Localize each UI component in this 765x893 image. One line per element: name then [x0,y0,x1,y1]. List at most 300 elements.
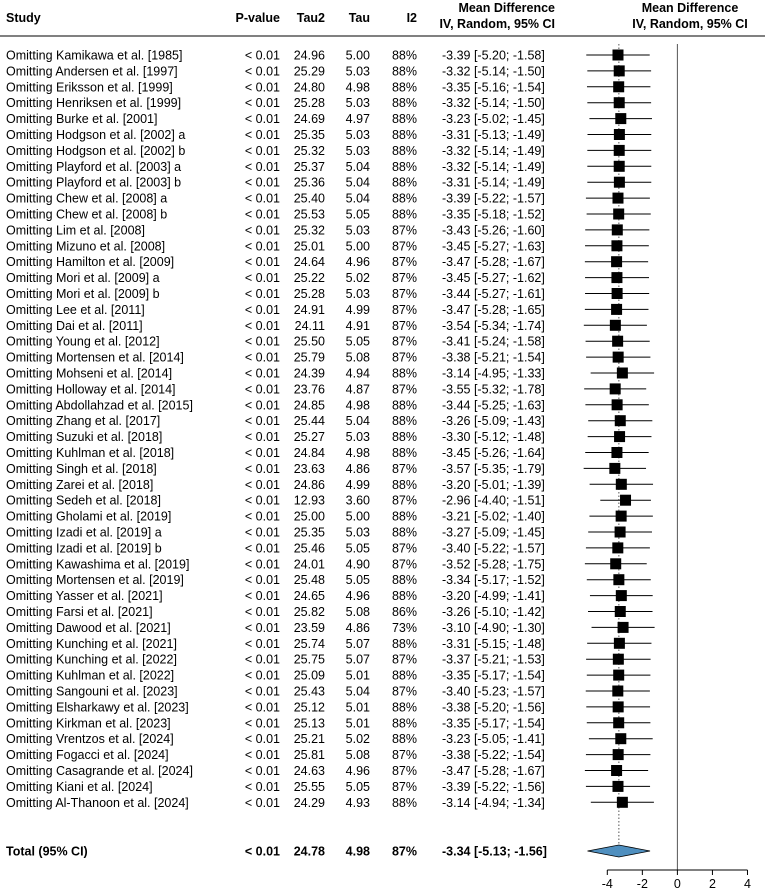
row-point-estimate [615,113,626,124]
row-i2: 88% [391,795,417,810]
row-tau: 4.99 [345,302,370,317]
row-pvalue: < 0.01 [244,143,280,158]
row-study-label: Omitting Mori et al. [2009] a [6,271,160,286]
row-tau2: 25.75 [293,652,325,667]
row-point-estimate [614,431,625,442]
row-tau: 5.08 [345,748,370,763]
row-ci-text: -3.35 [-5.16; -1.54] [442,80,545,95]
row-ci-text: -2.96 [-4.40; -1.51] [442,493,545,508]
row-ci-text: -3.23 [-5.05; -1.41] [442,732,545,747]
row-ci-text: -3.26 [-5.09; -1.43] [442,414,545,429]
header-tau: Tau [348,11,370,25]
row-tau2: 25.32 [293,223,325,238]
row-tau: 4.99 [345,477,370,492]
row-pvalue: < 0.01 [244,684,280,699]
row-study-label: Omitting Kamikawa et al. [1985] [6,48,183,63]
row-tau2: 24.65 [293,589,325,604]
row-tau: 5.05 [345,334,370,349]
row-tau2: 25.40 [293,191,325,206]
header-study: Study [6,11,41,25]
row-i2: 73% [391,620,417,635]
row-pvalue: < 0.01 [244,334,280,349]
row-point-estimate [614,65,625,76]
row-tau: 5.02 [345,271,370,286]
row-tau: 5.02 [345,732,370,747]
row-pvalue: < 0.01 [244,461,280,476]
row-tau: 4.96 [345,589,370,604]
row-study-label: Omitting Chew et al. [2008] b [6,207,168,222]
row-i2: 87% [391,541,417,556]
row-pvalue: < 0.01 [244,748,280,763]
row-tau: 4.98 [345,80,370,95]
row-study-label: Omitting Dai et al. [2011] [6,318,143,333]
row-pvalue: < 0.01 [244,525,280,540]
row-tau2: 25.37 [293,159,325,174]
row-point-estimate [613,670,624,681]
total-diamond [588,845,651,857]
row-ci-text: -3.39 [-5.22; -1.57] [442,191,545,206]
row-pvalue: < 0.01 [244,573,280,588]
row-ci-text: -3.43 [-5.26; -1.60] [442,223,545,238]
row-pvalue: < 0.01 [244,302,280,317]
header-plot-line2: IV, Random, 95% CI [632,17,748,31]
row-tau: 5.03 [345,143,370,158]
x-axis-tick-label: 4 [744,877,751,891]
row-pvalue: < 0.01 [244,239,280,254]
row-pvalue: < 0.01 [244,96,280,111]
row-ci-text: -3.34 [-5.17; -1.52] [442,573,545,588]
row-pvalue: < 0.01 [244,779,280,794]
row-tau2: 23.63 [293,461,325,476]
row-ci-text: -3.41 [-5.24; -1.58] [442,334,545,349]
row-point-estimate [616,590,627,601]
row-ci-text: -3.40 [-5.22; -1.57] [442,541,545,556]
row-pvalue: < 0.01 [244,764,280,778]
row-tau: 4.98 [345,398,370,413]
row-ci-text: -3.55 [-5.32; -1.78] [442,382,545,397]
row-study-label: Omitting Izadi et al. [2019] b [6,541,162,556]
row-tau: 5.01 [345,700,370,715]
row-tau2: 24.84 [293,446,325,460]
row-tau2: 25.12 [293,700,325,715]
row-tau: 5.08 [345,350,370,365]
row-pvalue: < 0.01 [244,668,280,683]
row-ci-text: -3.52 [-5.28; -1.75] [442,557,545,572]
row-ci-text: -3.21 [-5.02; -1.40] [442,509,545,524]
row-point-estimate [614,145,625,156]
row-pvalue: < 0.01 [244,175,280,190]
row-point-estimate [615,606,626,617]
row-pvalue: < 0.01 [244,716,280,731]
row-tau2: 25.13 [293,716,325,731]
row-point-estimate [611,256,622,267]
row-point-estimate [612,336,623,347]
row-tau2: 24.63 [293,764,325,778]
row-ci-text: -3.35 [-5.17; -1.54] [442,716,545,731]
row-tau2: 25.44 [293,414,325,429]
header-ci-line2: IV, Random, 95% CI [439,17,555,31]
row-i2: 88% [391,191,417,206]
row-tau: 4.96 [345,255,370,270]
row-tau: 5.03 [345,287,370,301]
row-pvalue: < 0.01 [244,605,280,619]
row-tau2: 25.09 [293,668,325,683]
row-tau: 5.07 [345,636,370,651]
row-i2: 87% [391,748,417,763]
row-tau2: 25.29 [293,64,325,79]
row-i2: 87% [391,382,417,397]
x-axis-tick-label: -2 [636,877,648,891]
row-ci-text: -3.44 [-5.25; -1.63] [442,398,545,413]
row-study-label: Omitting Yasser et al. [2021] [6,589,163,604]
header-ci-line1: Mean Difference [458,1,555,15]
row-ci-text: -3.30 [-5.12; -1.48] [442,430,545,445]
row-i2: 88% [391,398,417,413]
row-study-label: Omitting Holloway et al. [2014] [6,382,176,397]
header-pvalue: P-value [235,11,280,25]
row-pvalue: < 0.01 [244,255,280,270]
row-i2: 88% [391,716,417,731]
row-pvalue: < 0.01 [244,430,280,445]
row-i2: 88% [391,668,417,683]
row-tau: 4.94 [345,366,370,381]
row-ci-text: -3.23 [-5.02; -1.45] [442,112,545,127]
row-i2: 87% [391,302,417,317]
row-tau2: 25.01 [293,239,325,254]
row-study-label: Omitting Fogacci et al. [2024] [6,748,169,763]
row-pvalue: < 0.01 [244,191,280,206]
row-point-estimate [613,81,624,92]
row-point-estimate [615,527,626,538]
row-study-label: Omitting Kirkman et al. [2023] [6,716,171,731]
row-tau: 4.86 [345,461,370,476]
row-i2: 88% [391,128,417,142]
row-tau2: 25.74 [293,636,325,651]
row-pvalue: < 0.01 [244,700,280,715]
row-point-estimate [611,304,622,315]
row-i2: 88% [391,207,417,222]
row-pvalue: < 0.01 [244,287,280,301]
row-ci-text: -3.27 [-5.09; -1.45] [442,525,545,540]
row-point-estimate [620,495,631,506]
row-study-label: Omitting Abdollahzad et al. [2015] [6,398,193,413]
row-point-estimate [613,209,624,220]
row-tau2: 25.21 [293,732,325,747]
row-pvalue: < 0.01 [244,159,280,174]
row-i2: 87% [391,318,417,333]
row-ci-text: -3.47 [-5.28; -1.65] [442,302,545,317]
row-point-estimate [616,511,627,522]
row-i2: 88% [391,700,417,715]
row-i2: 87% [391,287,417,301]
row-pvalue: < 0.01 [244,398,280,413]
row-i2: 88% [391,636,417,651]
row-point-estimate [612,224,623,235]
row-i2: 88% [391,732,417,747]
row-tau2: 24.85 [293,398,325,413]
row-tau: 4.97 [345,112,370,127]
row-tau: 5.04 [345,159,370,174]
row-i2: 87% [391,684,417,699]
row-ci-text: -3.32 [-5.14; -1.50] [442,96,545,111]
row-study-label: Omitting Burke et al. [2001] [6,112,158,127]
row-point-estimate [613,654,624,665]
row-point-estimate [612,781,623,792]
row-tau2: 25.22 [293,271,325,286]
row-pvalue: < 0.01 [244,541,280,556]
row-study-label: Omitting Kuhlman et al. [2022] [6,668,175,683]
row-point-estimate [614,638,625,649]
row-study-label: Omitting Sangouni et al. [2023] [6,684,178,699]
row-tau: 5.04 [345,175,370,190]
row-i2: 87% [391,239,417,254]
row-i2: 88% [391,143,417,158]
row-study-label: Omitting Kawashima et al. [2019] [6,557,190,572]
row-tau2: 25.35 [293,128,325,142]
row-i2: 88% [391,573,417,588]
row-tau: 5.05 [345,779,370,794]
row-point-estimate [614,129,625,140]
row-tau: 5.07 [345,652,370,667]
row-pvalue: < 0.01 [244,652,280,667]
row-point-estimate [612,288,623,299]
row-point-estimate [612,686,623,697]
header-plot-line1: Mean Difference [641,1,739,15]
row-point-estimate [618,622,629,633]
row-tau2: 24.01 [293,557,325,572]
row-study-label: Omitting Zarei et al. [2018] [6,477,154,492]
row-tau: 5.01 [345,668,370,683]
row-study-label: Omitting Suzuki et al. [2018] [6,430,163,445]
row-ci-text: -3.45 [-5.26; -1.64] [442,446,545,460]
row-ci-text: -3.57 [-5.35; -1.79] [442,461,545,476]
row-i2: 87% [391,223,417,238]
row-tau2: 25.53 [293,207,325,222]
row-pvalue: < 0.01 [244,112,280,127]
row-point-estimate [610,558,621,569]
row-study-label: Omitting Kuhlman et al. [2018] [6,446,175,460]
row-point-estimate [613,701,624,712]
row-tau2: 24.69 [293,112,325,127]
row-tau2: 25.27 [293,430,325,445]
row-i2: 88% [391,64,417,79]
row-tau: 4.96 [345,764,370,778]
row-ci-text: -3.32 [-5.14; -1.49] [442,159,545,174]
row-study-label: Omitting Hodgson et al. [2002] b [6,143,186,158]
row-ci-text: -3.38 [-5.20; -1.56] [442,700,545,715]
row-tau2: 25.55 [293,779,325,794]
row-pvalue: < 0.01 [244,732,280,747]
row-ci-text: -3.39 [-5.22; -1.56] [442,779,545,794]
row-study-label: Omitting Henriksen et al. [1999] [6,96,182,111]
row-point-estimate [611,240,622,251]
row-tau: 4.93 [345,795,370,810]
row-i2: 88% [391,446,417,460]
row-i2: 88% [391,589,417,604]
row-tau: 4.91 [345,318,370,333]
row-ci-text: -3.35 [-5.17; -1.54] [442,668,545,683]
row-study-label: Omitting Lee et al. [2011] [6,302,145,317]
header-i2: I2 [406,11,417,25]
row-i2: 87% [391,557,417,572]
row-i2: 88% [391,509,417,524]
row-ci-text: -3.45 [-5.27; -1.63] [442,239,545,254]
row-point-estimate [611,765,622,776]
row-i2: 87% [391,461,417,476]
row-pvalue: < 0.01 [244,350,280,365]
row-tau: 4.90 [345,557,370,572]
row-pvalue: < 0.01 [244,795,280,810]
x-axis-tick-label: 2 [708,877,716,891]
row-ci-text: -3.32 [-5.14; -1.49] [442,143,545,158]
row-ci-text: -3.31 [-5.14; -1.49] [442,175,545,190]
row-study-label: Omitting Young et al. [2012] [6,334,160,349]
header-tau2: Tau2 [296,11,325,25]
row-tau2: 25.43 [293,684,325,699]
row-point-estimate [617,797,628,808]
row-study-label: Omitting Vrentzos et al. [2024] [6,732,174,747]
row-tau: 4.86 [345,620,370,635]
row-tau2: 23.59 [293,620,325,635]
row-point-estimate [616,479,627,490]
row-ci-text: -3.37 [-5.21; -1.53] [442,652,545,667]
total-tau2: 24.78 [293,844,325,859]
row-tau2: 23.76 [293,382,325,397]
row-tau: 5.03 [345,223,370,238]
row-tau: 5.00 [345,48,370,63]
row-tau2: 24.29 [293,795,325,810]
row-tau: 5.03 [345,525,370,540]
row-study-label: Omitting Izadi et al. [2019] a [6,525,162,540]
row-ci-text: -3.20 [-5.01; -1.39] [442,477,545,492]
row-i2: 88% [391,159,417,174]
row-tau2: 25.81 [293,748,325,763]
row-study-label: Omitting Kunching et al. [2021] [6,636,177,651]
row-pvalue: < 0.01 [244,636,280,651]
row-study-label: Omitting Lim et al. [2008] [6,223,145,238]
row-i2: 86% [391,605,417,619]
row-ci-text: -3.44 [-5.27; -1.61] [442,287,545,301]
row-point-estimate [614,161,625,172]
row-tau2: 12.93 [293,493,325,508]
row-i2: 88% [391,366,417,381]
row-pvalue: < 0.01 [244,493,280,508]
row-pvalue: < 0.01 [244,414,280,429]
row-pvalue: < 0.01 [244,382,280,397]
total-i2: 87% [391,844,417,859]
row-tau: 5.04 [345,684,370,699]
row-ci-text: -3.54 [-5.34; -1.74] [442,318,545,333]
row-tau2: 25.79 [293,350,325,365]
row-study-label: Omitting Playford et al. [2003] b [6,175,182,190]
row-point-estimate [613,352,624,363]
row-tau: 5.08 [345,605,370,619]
row-tau: 3.60 [345,493,370,508]
row-point-estimate [613,574,624,585]
row-ci-text: -3.38 [-5.21; -1.54] [442,350,545,365]
row-ci-text: -3.47 [-5.28; -1.67] [442,255,545,270]
row-tau2: 24.11 [294,318,325,333]
row-study-label: Omitting Al-Thanoon et al. [2024] [6,795,189,810]
row-ci-text: -3.31 [-5.15; -1.48] [442,636,545,651]
row-i2: 88% [391,430,417,445]
row-pvalue: < 0.01 [244,128,280,142]
row-pvalue: < 0.01 [244,446,280,460]
row-tau: 5.03 [345,64,370,79]
row-point-estimate [610,383,621,394]
row-study-label: Omitting Singh et al. [2018] [6,461,157,476]
row-study-label: Omitting Mizuno et al. [2008] [6,239,166,254]
row-tau: 5.03 [345,430,370,445]
row-point-estimate [613,717,624,728]
row-tau2: 24.91 [293,302,325,317]
row-pvalue: < 0.01 [244,271,280,286]
row-study-label: Omitting Kiani et al. [2024] [6,779,153,794]
row-tau2: 25.36 [293,175,325,190]
row-pvalue: < 0.01 [244,207,280,222]
row-study-label: Omitting Eriksson et al. [1999] [6,80,173,95]
row-pvalue: < 0.01 [244,48,280,63]
row-point-estimate [611,272,622,283]
row-i2: 88% [391,477,417,492]
row-pvalue: < 0.01 [244,620,280,635]
row-tau: 5.01 [345,716,370,731]
row-tau2: 24.96 [293,48,325,63]
row-study-label: Omitting Sedeh et al. [2018] [6,493,161,508]
row-tau: 5.05 [345,541,370,556]
row-study-label: Omitting Dawood et al. [2021] [6,620,171,635]
row-tau2: 25.28 [293,287,325,301]
row-i2: 87% [391,493,417,508]
row-study-label: Omitting Zhang et al. [2017] [6,414,161,429]
row-tau: 5.05 [345,573,370,588]
row-pvalue: < 0.01 [244,223,280,238]
row-ci-text: -3.40 [-5.23; -1.57] [442,684,545,699]
row-ci-text: -3.39 [-5.20; -1.58] [442,48,545,63]
row-point-estimate [609,463,620,474]
row-tau2: 24.64 [293,255,325,270]
row-ci-text: -3.14 [-4.94; -1.34] [442,795,545,810]
row-pvalue: < 0.01 [244,318,280,333]
row-point-estimate [615,733,626,744]
row-pvalue: < 0.01 [244,509,280,524]
row-study-label: Omitting Gholami et al. [2019] [6,509,172,524]
row-ci-text: -3.32 [-5.14; -1.50] [442,64,545,79]
row-ci-text: -3.45 [-5.27; -1.62] [442,271,545,286]
row-i2: 88% [391,175,417,190]
row-ci-text: -3.35 [-5.18; -1.52] [442,207,545,222]
row-i2: 87% [391,764,417,778]
row-i2: 88% [391,525,417,540]
row-i2: 87% [391,334,417,349]
row-point-estimate [615,415,626,426]
row-i2: 88% [391,48,417,63]
row-point-estimate [617,368,628,379]
row-ci-text: -3.38 [-5.22; -1.54] [442,748,545,763]
row-pvalue: < 0.01 [244,477,280,492]
row-tau2: 25.00 [293,509,325,524]
row-point-estimate [613,749,624,760]
row-tau2: 25.46 [293,541,325,556]
row-point-estimate [612,542,623,553]
row-i2: 87% [391,271,417,286]
row-ci-text: -3.47 [-5.28; -1.67] [442,764,545,778]
row-study-label: Omitting Hodgson et al. [2002] a [6,128,186,142]
row-ci-text: -3.14 [-4.95; -1.33] [442,366,545,381]
row-tau: 5.04 [345,191,370,206]
row-point-estimate [612,399,623,410]
row-study-label: Omitting Playford et al. [2003] a [6,159,182,174]
